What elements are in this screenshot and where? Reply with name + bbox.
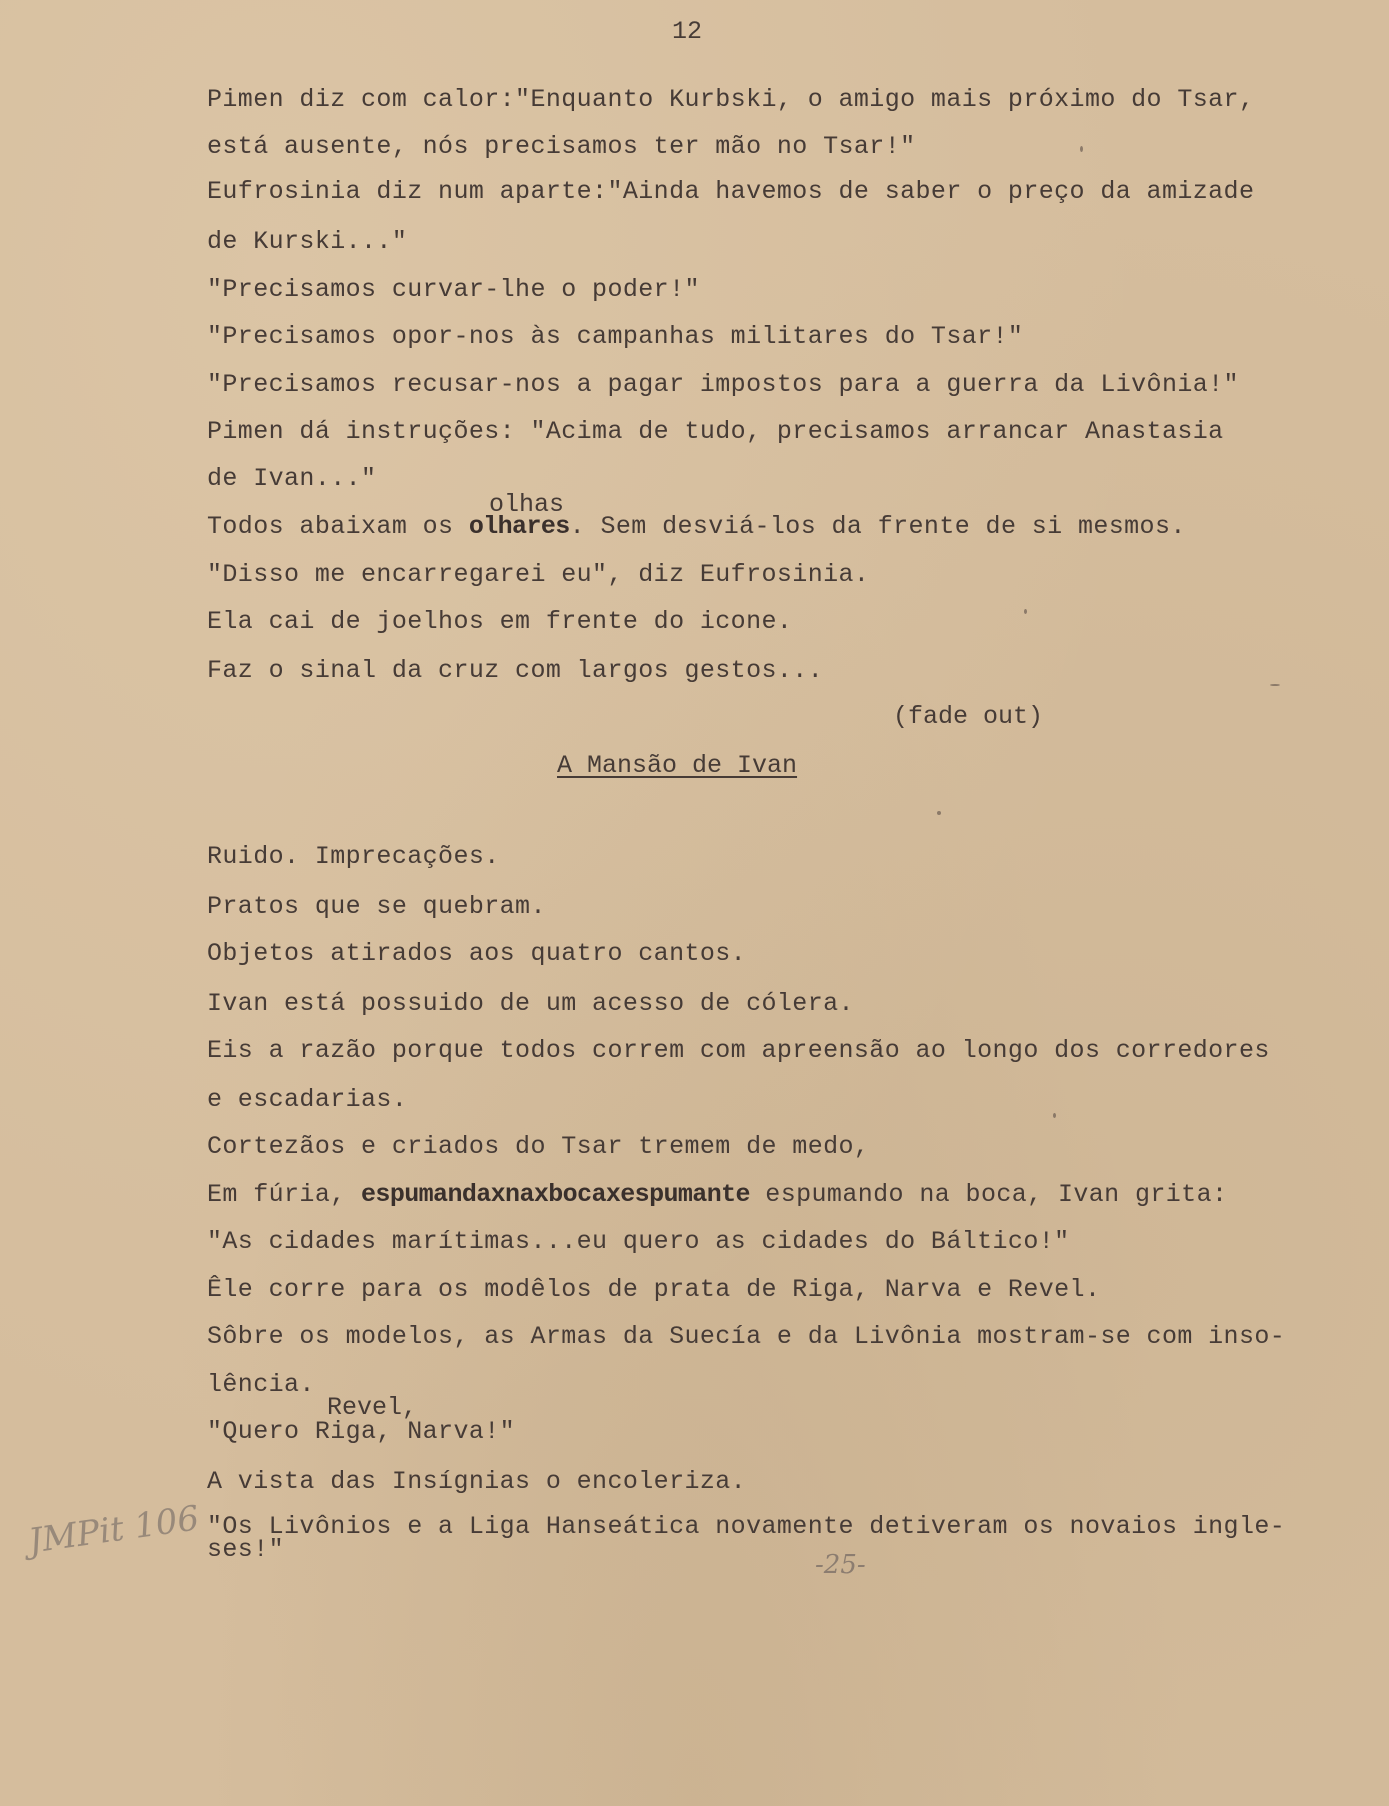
text-segment: Em fúria, xyxy=(207,1180,362,1209)
text-line: "Disso me encarregarei eu", diz Eufrosinia. xyxy=(207,560,870,589)
paper-speck xyxy=(1024,609,1027,614)
text-line: Pratos que se quebram. xyxy=(207,892,546,921)
text-segment: Todos abaixam os xyxy=(207,512,469,541)
text-line: Faz o sinal da cruz com largos gestos... xyxy=(207,656,824,685)
text-line: Eis a razão porque todos correm com apreensão ao longo dos corredores xyxy=(207,1036,1270,1065)
text-line: "As cidades marítimas...eu quero as cidades do Báltico!" xyxy=(207,1227,1070,1256)
text-line: de Ivan..." xyxy=(207,464,377,493)
paper-speck xyxy=(1270,684,1280,686)
transition-fade-out: (fade out) xyxy=(893,702,1044,731)
text-line: Eufrosinia diz num aparte:"Ainda havemos de saber o preço da amizade xyxy=(207,177,1255,206)
text-line: Pimen diz com calor:"Enquanto Kurbski, o amigo mais próximo do Tsar, xyxy=(207,85,1255,114)
text-segment: . Sem desviá-los da frente de si mesmos. xyxy=(569,512,1186,541)
struck-out-word: olhares xyxy=(468,512,570,541)
text-line: ses!" xyxy=(207,1535,285,1564)
text-line: lência. xyxy=(207,1370,315,1399)
paper-speck xyxy=(1053,1113,1056,1118)
typed-insertion: Revel, xyxy=(327,1393,418,1422)
page-number: 12 xyxy=(672,17,703,46)
text-line-corrected xyxy=(207,513,1186,541)
text-line-corrected xyxy=(207,1181,1227,1209)
text-line: Pimen dá instruções: "Acima de tudo, precisamos arrancar Anastasia xyxy=(207,417,1224,446)
text-line: Ivan está possuido de um acesso de cólera. xyxy=(207,989,854,1018)
text-line: A vista das Insígnias o encoleriza. xyxy=(207,1467,747,1496)
text-line: Ela cai de joelhos em frente do icone. xyxy=(207,607,793,636)
text-line: "Precisamos recusar-nos a pagar impostos para a guerra da Livônia!" xyxy=(207,370,1239,399)
text-line: de Kurski..." xyxy=(207,227,408,256)
text-line: Cortezãos e criados do Tsar tremem de medo, xyxy=(207,1132,870,1161)
text-line: está ausente, nós precisamos ter mão no Tsar!" xyxy=(207,132,916,161)
struck-out-text: espumandaxnaxbocaxespumante xyxy=(361,1180,750,1209)
handwritten-page-number: -25- xyxy=(815,1550,866,1580)
text-line: "Precisamos opor-nos às campanhas militares do Tsar!" xyxy=(207,322,1024,351)
scene-heading: A Mansão de Ivan xyxy=(557,751,798,780)
typed-insertion: olhas xyxy=(489,490,565,519)
text-line: "Precisamos curvar-lhe o poder!" xyxy=(207,275,700,304)
text-line: Sôbre os modelos, as Armas da Suecía e da Livônia mostram-se com inso- xyxy=(207,1322,1286,1351)
text-line: Êle corre para os modêlos de prata de Riga, Narva e Revel. xyxy=(207,1275,1101,1304)
text-line: Objetos atirados aos quatro cantos. xyxy=(207,939,747,968)
handwritten-signature: JMPit 106 xyxy=(26,1498,202,1562)
paper-speck xyxy=(937,811,941,815)
text-line: Ruido. Imprecações. xyxy=(207,842,500,871)
text-line: e escadarias. xyxy=(207,1085,408,1114)
text-segment: espumando na boca, Ivan grita: xyxy=(749,1180,1228,1209)
text-line: "Os Livônios e a Liga Hanseática novamente detiveram os novaios ingle- xyxy=(207,1512,1286,1541)
text-line: "Quero Riga, Narva!" xyxy=(207,1417,516,1446)
paper-speck xyxy=(1080,146,1083,152)
